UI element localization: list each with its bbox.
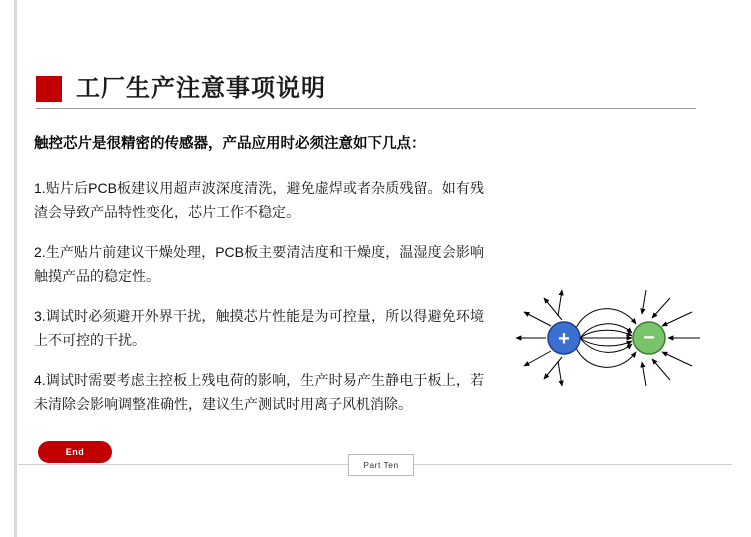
electric-dipole-field-diagram (496, 276, 712, 400)
svg-text:−: − (643, 327, 655, 349)
title-accent-square (36, 76, 62, 102)
body-paragraph-1: 1.贴片后PCB板建议用超声波深度清洗，避免虚焊或者杂质残留。如有残渣会导致产品特性变化，芯片工作不稳定。 (34, 179, 484, 220)
body-content (34, 134, 484, 432)
title-row (36, 68, 696, 110)
svg-text:+: + (558, 328, 570, 350)
part-tag: Part Ten (348, 454, 414, 476)
body-paragraph-3: 3.调试时必须避开外界干扰，触摸芯片性能是为可控量，所以得避免环境上不可控的干扰。 (34, 308, 484, 349)
left-margin-rule (14, 0, 17, 537)
title-underline (36, 108, 696, 109)
lead-paragraph: 触控芯片是很精密的传感器，产品应用时必须注意如下几点： (34, 136, 426, 152)
page-title: 工厂生产注意事项说明 (76, 75, 326, 102)
end-badge[interactable]: End (38, 441, 112, 463)
body-paragraph-2: 2.生产贴片前建议干燥处理，PCB板主要清洁度和干燥度，温湿度会影响触摸产品的稳定性。 (34, 243, 484, 284)
body-paragraph-4: 4.调试时需要考虑主控板上残电荷的影响，生产时易产生静电于板上，若未清除会影响调整准确性，建议生产测试时用离子风机消除。 (34, 372, 484, 413)
